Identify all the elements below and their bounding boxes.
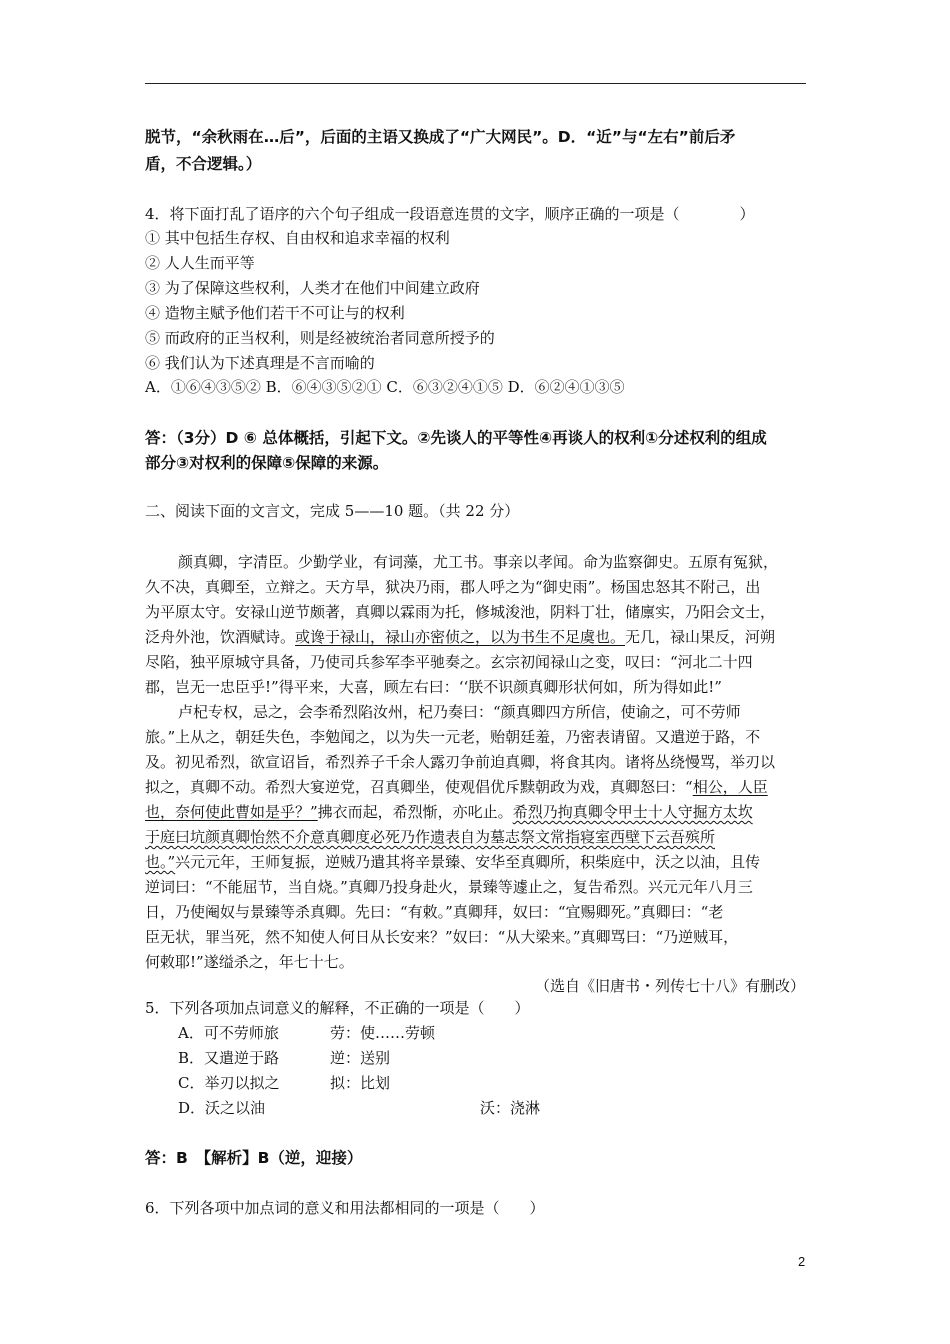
q5-option-b: B．又遣逆于路 <box>178 1049 280 1067</box>
passage-p2-line-10: 臣无状，罪当死，然不知使人何日从长安来？”奴曰：“从大梁来。”真卿骂曰：“乃逆贼耳， <box>145 928 739 946</box>
prev-answer-line-1: 脱节，“余秋雨在…后”，后面的主语又换成了“广大网民”。D．“近”与“左右”前后矛 <box>145 128 736 146</box>
q6-stem: 6．下列各项中加点词的意义和用法都相同的一项是（ ） <box>145 1199 545 1217</box>
q5-option-b-meaning: 逆：送别 <box>330 1049 391 1067</box>
underlined-sentence-2a: 相公，人臣 <box>692 778 768 796</box>
passage-p1-line-1: 颜真卿，字清臣。少勤学业，有词藻，尤工书。事亲以孝闻。命为监察御史。五原有冤狱， <box>178 553 779 571</box>
underlined-sentence-2b: 也，奈何使此曹如是乎？” <box>145 803 318 821</box>
passage-p2-line-11: 何敕耶!”遂缢杀之，年七十七。 <box>145 953 354 971</box>
page-number: 2 <box>798 1254 806 1269</box>
passage-p2-line-4-a: 拟之，真卿不动。希烈大宴逆党，召真卿坐，使观倡优斥黩朝政为戏，真卿怒曰：“ <box>145 778 693 796</box>
section-2-title: 二、阅读下面的文言文，完成 5——10 题。（共 22 分） <box>145 502 520 520</box>
q5-option-c: C．举刃以拟之 <box>178 1074 280 1092</box>
q4-item-5: ⑤ 而政府的正当权利，则是经被统治者同意所授予的 <box>145 329 495 347</box>
header-rule <box>145 83 806 84</box>
wavy-sentence-b: 于庭曰坑颜真卿怡然不介意真卿度必死乃作遗表自为墓志祭文常指寝室西壁下云吾殡所 <box>145 828 716 846</box>
q5-option-d: D．沃之以油 <box>178 1099 266 1117</box>
q5-option-d-meaning: 沃：浇淋 <box>480 1099 541 1117</box>
passage-p1-line-3: 为平原太守。安禄山逆节颇著，真卿以霖雨为托，修城浚池，阴料丁壮，储廪实，乃阳会文士， <box>145 603 776 621</box>
passage-p2-line-9: 日，乃使阉奴与景臻等杀真卿。先曰：“有敕。”真卿拜，奴曰：“宜赐卿死。”真卿曰：“老 <box>145 903 724 921</box>
q4-item-1: ① 其中包括生存权、自由权和追求幸福的权利 <box>145 229 450 247</box>
q4-item-3: ③ 为了保障这些权利，人类才在他们中间建立政府 <box>145 279 480 297</box>
q4-item-2: ② 人人生而平等 <box>145 254 255 272</box>
passage-p2-line-5 <box>145 802 753 822</box>
passage-p1-line-5: 尽陷，独平原城守具备，乃使司兵参军李平驰奏之。玄宗初闻禄山之变，叹曰：“河北二十四 <box>145 653 753 671</box>
q4-answer-line-1: 答：（3分）D ⑥ 总体概括，引起下文。②先谈人的平等性④再谈人的权利①分述权利的组成 <box>145 429 767 447</box>
passage-p1-line-2: 久不决，真卿至，立辩之。天方旱，狱决乃雨，郡人呼之为“御史雨”。杨国忠怒其不附己，出 <box>145 578 761 596</box>
q5-option-a: A．可不劳师旅 <box>178 1024 279 1042</box>
passage-p1-line-4-c: 无几，禄山果反，河朔 <box>625 628 776 646</box>
passage-p2-line-6 <box>145 827 715 847</box>
passage-source: （选自《旧唐书・列传七十八》有删改） <box>534 977 805 995</box>
passage-p1-line-4-a: 泛舟外池，饮酒赋诗。 <box>145 628 296 646</box>
passage-p2-line-1: 卢杞专权，忌之，会李希烈陷汝州，杞乃奏曰：“颜真卿四方所信，使谕之，可不劳师 <box>178 703 741 721</box>
underlined-sentence-1: 或谗于禄山，禄山亦密侦之，以为书生不足虞也。 <box>295 628 626 646</box>
q4-item-4: ④ 造物主赋予他们若干不可让与的权利 <box>145 304 405 322</box>
q4-stem: 4．将下面打乱了语序的六个句子组成一段语意连贯的文字，顺序正确的一项是（ ） <box>145 205 755 223</box>
passage-p2-line-2: 旅。”上从之，朝廷失色，李勉闻之，以为失一元老，贻朝廷羞，乃密表请留。又遣逆于路，不 <box>145 728 761 746</box>
q5-stem: 5．下列各项加点词意义的解释，不正确的一项是（ ） <box>145 999 530 1017</box>
wavy-sentence-a: 希烈乃拘真卿令甲士十人守掘方太坎 <box>512 803 753 821</box>
passage-p1-line-4 <box>145 627 775 647</box>
passage-p1-line-6: 郡，岂无一忠臣乎!”得平来，大喜，顾左右曰：‘‘朕不识颜真卿形状何如，所为得如此!” <box>145 678 722 696</box>
passage-p2-line-8: 逆词曰：“不能屈节，当自烧。”真卿乃投身赴火，景臻等遽止之，复告希烈。兴元元年八月三 <box>145 878 753 896</box>
passage-p2-line-4 <box>145 777 768 797</box>
prev-answer-line-2: 盾，不合逻辑。） <box>145 155 262 173</box>
passage-p2-line-7 <box>145 852 760 872</box>
q4-answer-line-2: 部分③对权利的保障⑤保障的来源。 <box>145 454 389 472</box>
q5-answer: 答：B 【解析】B（逆，迎接） <box>145 1149 363 1167</box>
wavy-sentence-c: 也。” <box>145 853 176 871</box>
passage-p2-line-7-b: 兴元元年，王师复振，逆贼乃遣其将辛景臻、安华至真卿所，积柴庭中，沃之以油，且传 <box>175 853 761 871</box>
q4-item-6: ⑥ 我们认为下述真理是不言而喻的 <box>145 354 375 372</box>
q5-option-a-meaning: 劳：使……劳顿 <box>330 1024 436 1042</box>
q4-options: A．①⑥④③⑤② B．⑥④③⑤②① C．⑥③②④①⑤ D．⑥②④①③⑤ <box>145 378 625 396</box>
q5-option-c-meaning: 拟：比划 <box>330 1074 391 1092</box>
passage-p2-line-5-b: 拂衣而起，希烈惭，亦叱止。 <box>317 803 513 821</box>
passage-p2-line-3: 及。初见希烈，欲宣诏旨，希烈养子千余人露刃争前迫真卿，将食其肉。诸将丛绕慢骂，举刃以 <box>145 753 776 771</box>
